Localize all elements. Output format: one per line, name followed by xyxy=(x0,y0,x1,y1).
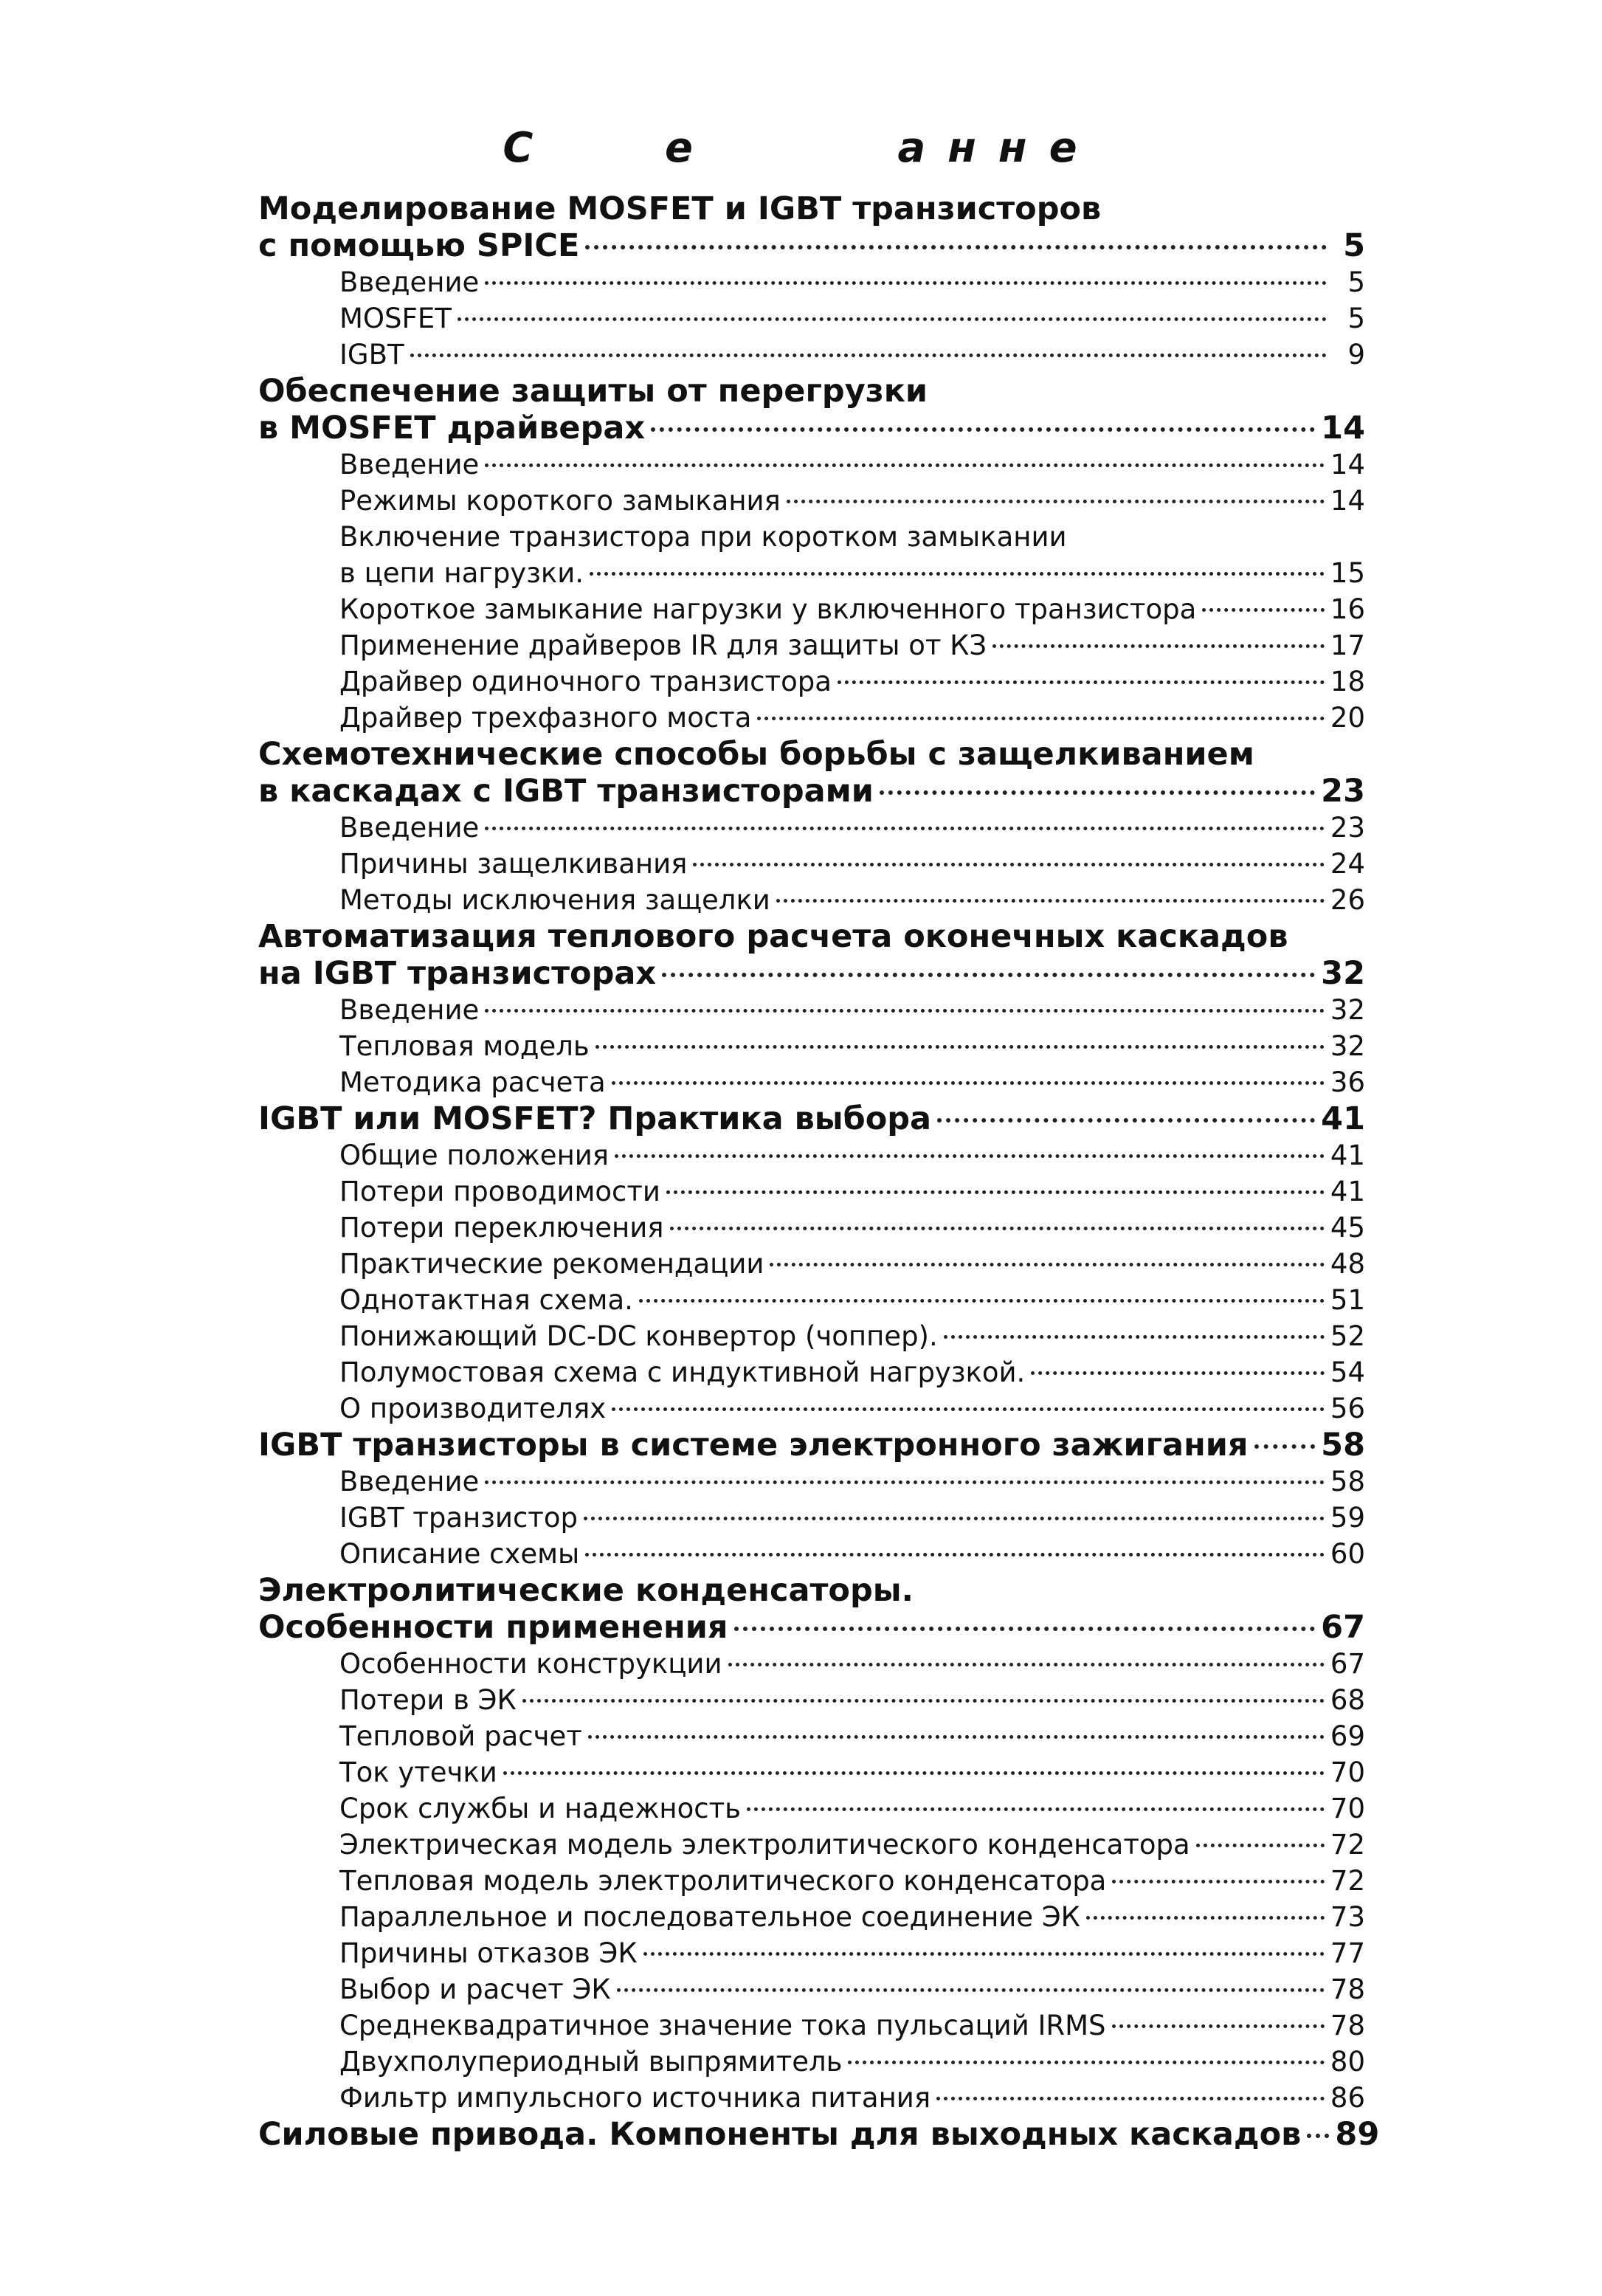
toc-entry-title: Причины отказов ЭК xyxy=(339,1937,638,1969)
toc-page-number: 86 xyxy=(1330,2082,1365,2114)
toc-page-number: 77 xyxy=(1330,1937,1365,1969)
toc-chapter-entry[interactable] xyxy=(258,1100,1365,1137)
toc-entry-title: MOSFET xyxy=(339,303,452,334)
toc-chapter-entry[interactable] xyxy=(258,773,1365,810)
toc-page-number: 72 xyxy=(1330,1865,1365,1897)
toc-entry-title: Электролитические конденсаторы. xyxy=(258,1572,914,1609)
toc-entry-title: Методика расчета xyxy=(339,1066,606,1098)
toc-page-number: 32 xyxy=(1321,955,1365,992)
dot-leader xyxy=(612,1407,1325,1411)
toc-entry-title: Драйвер трехфазного моста xyxy=(339,702,752,734)
toc-entry-title: Понижающий DC-DC конвертор (чоппер). xyxy=(339,1320,938,1352)
dot-leader xyxy=(617,1988,1325,1992)
toc-entry-title: в MOSFET драйверах xyxy=(258,410,646,447)
toc-page-number: 45 xyxy=(1330,1212,1365,1244)
toc-entry-title: Методы исключения защелки xyxy=(339,884,770,916)
dot-leader xyxy=(1086,1916,1325,1920)
toc-section-entry[interactable] xyxy=(258,264,1365,300)
dot-leader xyxy=(728,1663,1325,1666)
dot-leader xyxy=(1307,2134,1329,2138)
toc-page-number: 32 xyxy=(1330,994,1365,1026)
toc-section-entry[interactable] xyxy=(258,1064,1365,1100)
dot-leader xyxy=(1112,1880,1325,1883)
toc-section-entry[interactable] xyxy=(258,1500,1365,1536)
toc-page-number: 5 xyxy=(1343,227,1365,264)
toc-chapter-entry[interactable] xyxy=(258,2116,1380,2153)
toc-section-entry[interactable] xyxy=(258,483,1365,519)
toc-entry-title: Ток утечки xyxy=(339,1757,497,1788)
toc-chapter-entry[interactable] xyxy=(258,227,1365,264)
toc-entry-title: Параллельное и последовательное соединение ЭК xyxy=(339,1901,1080,1933)
dot-leader xyxy=(776,899,1325,903)
toc-page-number: 59 xyxy=(1330,1502,1365,1534)
toc-entry-title: Введение xyxy=(339,1466,480,1497)
toc-section-entry[interactable] xyxy=(258,2080,1365,2116)
toc-entry-title: Особенности применения xyxy=(258,1609,728,1646)
dot-leader xyxy=(590,572,1325,576)
toc-section-entry[interactable] xyxy=(258,1899,1365,1935)
toc-entry-title: в каскадах с IGBT транзисторами xyxy=(258,773,874,810)
toc-page-number: 26 xyxy=(1330,884,1365,916)
toc-entry-title: Фильтр импульсного источника питания xyxy=(339,2082,931,2114)
toc-entry-title: Срок службы и надежность xyxy=(339,1793,741,1824)
toc-page-number: 70 xyxy=(1330,1793,1365,1824)
toc-chapter-entry[interactable] xyxy=(258,190,1365,227)
toc-page-number: 23 xyxy=(1330,812,1365,844)
toc-page-number: 58 xyxy=(1330,1466,1365,1497)
dot-leader xyxy=(1196,1844,1325,1847)
toc-page-number: 80 xyxy=(1330,2046,1365,2078)
toc-entry-title: Тепловая модель электролитического конденсатора xyxy=(339,1865,1107,1897)
dot-leader xyxy=(485,827,1325,830)
dot-leader xyxy=(1112,2024,1325,2028)
toc-section-entry[interactable] xyxy=(258,1790,1365,1827)
dot-leader xyxy=(612,1081,1325,1085)
toc-page-number: 5 xyxy=(1347,266,1365,298)
toc-page-number: 51 xyxy=(1330,1284,1365,1316)
toc-entry-title: Электрическая модель электролитического конденсатора xyxy=(339,1829,1190,1861)
toc-entry-title: Общие положения xyxy=(339,1140,610,1171)
toc-section-entry[interactable] xyxy=(258,700,1365,736)
toc-entry-title: О производителях xyxy=(339,1393,607,1424)
dot-leader xyxy=(595,1045,1325,1049)
toc-page-number: 56 xyxy=(1330,1393,1365,1424)
toc-chapter-entry[interactable] xyxy=(258,736,1365,773)
toc-entry-title: Потери в ЭК xyxy=(339,1684,517,1716)
toc-section-entry[interactable] xyxy=(258,1282,1365,1318)
dot-leader xyxy=(1254,1444,1316,1449)
dot-leader xyxy=(643,1952,1325,1956)
toc-page-number: 14 xyxy=(1330,485,1365,517)
toc-section-entry[interactable] xyxy=(258,1827,1365,1863)
toc-page-number: 32 xyxy=(1330,1030,1365,1062)
toc-page-number: 69 xyxy=(1330,1720,1365,1752)
toc-page-number: 58 xyxy=(1321,1427,1365,1464)
dot-leader xyxy=(503,1771,1325,1775)
toc-entry-title: Практические рекомендации xyxy=(339,1248,764,1280)
toc-page-number: 73 xyxy=(1330,1901,1365,1933)
dot-leader xyxy=(838,680,1325,684)
toc-page-number: 78 xyxy=(1330,2010,1365,2041)
dot-leader xyxy=(880,790,1315,795)
toc-page-number: 9 xyxy=(1347,339,1365,370)
toc-section-entry[interactable] xyxy=(258,1246,1365,1282)
page-title: С е анне xyxy=(503,124,1099,172)
dot-leader xyxy=(458,317,1327,321)
dot-leader xyxy=(944,1335,1325,1339)
dot-leader xyxy=(522,1699,1325,1703)
toc-section-entry[interactable] xyxy=(258,1754,1365,1790)
toc-page-number: 23 xyxy=(1321,773,1365,810)
dot-leader xyxy=(615,1154,1325,1158)
dot-leader xyxy=(770,1263,1324,1266)
dot-leader xyxy=(485,281,1327,285)
toc-chapter-entry[interactable] xyxy=(258,1572,1365,1609)
toc-page-number: 36 xyxy=(1330,1066,1365,1098)
toc-chapter-entry[interactable] xyxy=(258,410,1365,447)
toc-section-entry[interactable] xyxy=(258,1682,1365,1718)
toc-section-entry[interactable] xyxy=(258,1718,1365,1754)
dot-leader xyxy=(485,1009,1325,1013)
toc-entry-title: IGBT xyxy=(339,339,404,370)
dot-leader xyxy=(848,2061,1324,2064)
toc-section-entry[interactable] xyxy=(258,447,1365,483)
toc-section-entry[interactable] xyxy=(258,1935,1365,1971)
toc-section-entry[interactable] xyxy=(258,591,1365,627)
toc-entry-title: Тепловой расчет xyxy=(339,1720,582,1752)
toc-entry-title: Силовые привода. Компоненты для выходных каскадов xyxy=(258,2116,1302,2153)
dot-leader xyxy=(485,463,1325,467)
toc-chapter-entry[interactable] xyxy=(258,1427,1365,1464)
dot-leader xyxy=(757,717,1325,720)
toc-section-entry[interactable] xyxy=(258,846,1365,882)
toc-entry-title: Короткое замыкание нагрузки у включенного транзистора xyxy=(339,593,1197,625)
toc-section-entry[interactable] xyxy=(258,992,1365,1028)
toc-page-number: 67 xyxy=(1321,1609,1365,1646)
toc-section-entry[interactable] xyxy=(258,1028,1365,1064)
toc-page-number: 89 xyxy=(1335,2116,1380,2153)
toc-section-entry[interactable] xyxy=(258,1536,1365,1572)
dot-leader xyxy=(670,1227,1325,1230)
toc-page-number: 70 xyxy=(1330,1757,1365,1788)
toc-entry-title: на IGBT транзисторах xyxy=(258,955,657,992)
toc-entry-title: Драйвер одиночного транзистора xyxy=(339,666,832,697)
toc-page-number: 5 xyxy=(1347,303,1365,334)
dot-leader xyxy=(651,427,1315,432)
toc-page-number: 18 xyxy=(1330,666,1365,697)
toc-page-number: 14 xyxy=(1330,449,1365,480)
toc-section-entry[interactable] xyxy=(258,882,1365,918)
toc-entry-title: Обеспечение защиты от перегрузки xyxy=(258,373,928,410)
toc-section-entry[interactable] xyxy=(258,1137,1365,1173)
toc-page-number: 15 xyxy=(1330,557,1365,589)
toc-entry-title: Причины защелкивания xyxy=(339,848,688,880)
toc-page-number: 14 xyxy=(1321,410,1365,447)
toc-page-number: 41 xyxy=(1321,1100,1365,1137)
toc-page-number: 60 xyxy=(1330,1538,1365,1570)
toc-section-entry[interactable] xyxy=(258,1971,1365,2007)
toc-entry-title: в цепи нагрузки. xyxy=(339,557,584,589)
toc-entry-title: Тепловая модель xyxy=(339,1030,590,1062)
toc-entry-title: Среднеквадратичное значение тока пульсаций IRMS xyxy=(339,2010,1106,2041)
toc-page-number: 78 xyxy=(1330,1973,1365,2005)
toc-chapter-entry[interactable] xyxy=(258,918,1365,955)
dot-leader xyxy=(992,644,1325,648)
toc-section-entry[interactable] xyxy=(258,1464,1365,1500)
toc-page-number: 48 xyxy=(1330,1248,1365,1280)
toc-entry-title: Применение драйверов IR для защиты от КЗ xyxy=(339,630,987,661)
toc-section-entry[interactable] xyxy=(258,1210,1365,1246)
toc-page-number: 16 xyxy=(1330,593,1365,625)
toc-entry-title: Введение xyxy=(339,812,480,844)
toc-entry-title: IGBT транзисторы в системе электронного зажигания xyxy=(258,1427,1249,1464)
toc-chapter-entry[interactable] xyxy=(258,373,1365,410)
toc-chapter-entry[interactable] xyxy=(258,1609,1365,1646)
toc-entry-title: Особенности конструкции xyxy=(339,1648,722,1680)
dot-leader xyxy=(1031,1371,1325,1375)
toc-entry-title: IGBT или MOSFET? Практика выбора xyxy=(258,1100,932,1137)
toc-entry-title: Введение xyxy=(339,266,480,298)
toc-entry-title: Однотактная схема. xyxy=(339,1284,633,1316)
toc-section-entry[interactable] xyxy=(258,663,1365,700)
toc-section-entry[interactable] xyxy=(258,1646,1365,1682)
toc-entry-title: Полумостовая схема с индуктивной нагрузкой. xyxy=(339,1356,1026,1388)
toc-page-number: 72 xyxy=(1330,1829,1365,1861)
toc-entry-title: Описание схемы xyxy=(339,1538,580,1570)
toc-entry-title: с помощью SPICE xyxy=(258,227,580,264)
toc-section-entry[interactable] xyxy=(258,1318,1365,1354)
toc-section-entry[interactable] xyxy=(258,2044,1365,2080)
toc-chapter-entry[interactable] xyxy=(258,955,1365,992)
toc-page-number: 41 xyxy=(1330,1176,1365,1207)
toc-entry-title: Схемотехнические способы борьбы с защелкиванием xyxy=(258,736,1254,773)
toc-section-entry[interactable] xyxy=(258,337,1365,373)
toc-section-entry[interactable] xyxy=(258,555,1365,591)
dot-leader xyxy=(1202,608,1325,612)
toc-section-entry[interactable] xyxy=(258,810,1365,846)
toc-page-number: 41 xyxy=(1330,1140,1365,1171)
dot-leader xyxy=(666,1190,1325,1194)
toc-section-entry[interactable] xyxy=(258,1863,1365,1899)
toc-entry-title: Включение транзистора при коротком замыкании xyxy=(339,521,1067,553)
toc-entry-title: Введение xyxy=(339,994,480,1026)
table-of-contents xyxy=(258,190,1380,2153)
toc-section-entry[interactable] xyxy=(258,519,1365,555)
dot-leader xyxy=(585,245,1327,249)
toc-page-number: 54 xyxy=(1330,1356,1365,1388)
dot-leader xyxy=(747,1807,1325,1811)
dot-leader xyxy=(485,1480,1325,1484)
toc-section-entry[interactable] xyxy=(258,300,1365,337)
dot-leader xyxy=(585,1553,1325,1556)
toc-entry-title: Выбор и расчет ЭК xyxy=(339,1973,611,2005)
toc-section-entry[interactable] xyxy=(258,2007,1365,2044)
toc-entry-title: Двухполупериодный выпрямитель xyxy=(339,2046,843,2078)
toc-section-entry[interactable] xyxy=(258,1173,1365,1210)
toc-entry-title: Потери переключения xyxy=(339,1212,664,1244)
toc-section-entry[interactable] xyxy=(258,1354,1365,1390)
toc-page-number: 68 xyxy=(1330,1684,1365,1716)
dot-leader xyxy=(936,2097,1325,2100)
dot-leader xyxy=(639,1299,1325,1303)
toc-page-number: 52 xyxy=(1330,1320,1365,1352)
toc-entry-title: Режимы короткого замыкания xyxy=(339,485,781,517)
dot-leader xyxy=(410,354,1327,357)
toc-entry-title: Автоматизация теплового расчета оконечных каскадов xyxy=(258,918,1288,955)
dot-leader xyxy=(787,500,1325,503)
toc-page-number: 24 xyxy=(1330,848,1365,880)
toc-section-entry[interactable] xyxy=(258,627,1365,663)
toc-section-entry[interactable] xyxy=(258,1390,1365,1427)
dot-leader xyxy=(588,1735,1325,1739)
dot-leader xyxy=(584,1517,1325,1520)
dot-leader xyxy=(734,1627,1316,1631)
toc-entry-title: IGBT транзистор xyxy=(339,1502,578,1534)
dot-leader xyxy=(937,1118,1315,1123)
toc-page-number: 17 xyxy=(1330,630,1365,661)
dot-leader xyxy=(693,863,1324,866)
dot-leader xyxy=(662,973,1315,977)
toc-entry-title: Моделирование MOSFET и IGBT транзисторов xyxy=(258,190,1102,227)
toc-entry-title: Потери проводимости xyxy=(339,1176,660,1207)
toc-page-number: 67 xyxy=(1330,1648,1365,1680)
toc-entry-title: Введение xyxy=(339,449,480,480)
toc-page-number: 20 xyxy=(1330,702,1365,734)
